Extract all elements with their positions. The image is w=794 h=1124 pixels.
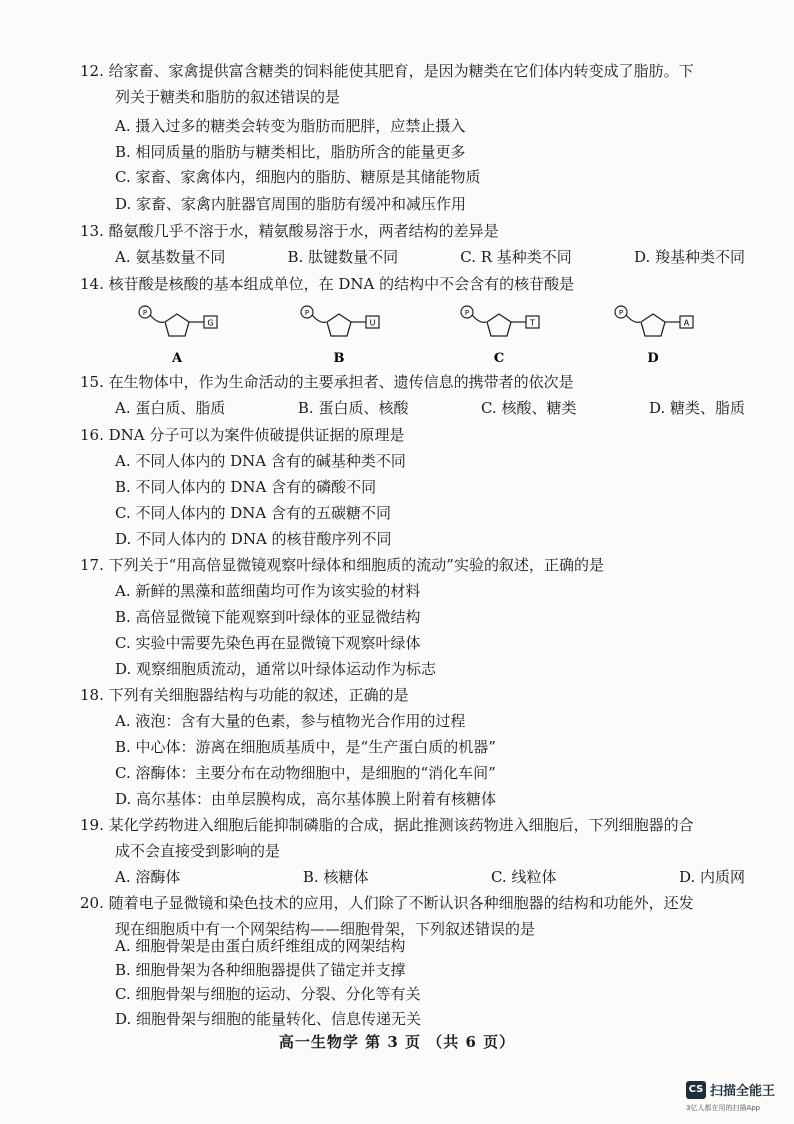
phosphate-label-d: P <box>618 309 624 317</box>
q15-stem: 15. 在生物体中，作为生命活动的主要承担者、遗传信息的携带者的依次是 <box>80 373 574 391</box>
q20-option-d: D. 细胞骨架与细胞的能量转化、信息传递无关 <box>115 1010 422 1028</box>
q20-option-b: B. 细胞骨架为各种细胞器提供了锚定并支撑 <box>115 961 406 979</box>
page-footer: 高一生物学 第 3 页 （共 6 页） <box>278 1033 516 1051</box>
q17-option-d: D. 观察细胞质流动，通常以叶绿体运动作为标志 <box>115 660 437 678</box>
q18-stem: 18. 下列有关细胞器结构与功能的叙述，正确的是 <box>80 686 409 704</box>
scanner-logo-icon: CS <box>686 1081 706 1099</box>
q12-option-a: A. 摄入过多的糖类会转变为脂肪而肥胖，应禁止摄入 <box>115 117 466 135</box>
phosphate-label-a: P <box>142 309 148 317</box>
q13-options <box>115 246 745 267</box>
q20-option-a: A. 细胞骨架是由蛋白质纤维组成的网架结构 <box>115 937 406 955</box>
nucleotide-a <box>139 306 217 366</box>
q13-option-a: A. 氨基数量不同 <box>115 248 226 266</box>
q18-option-a: A. 液泡：含有大量的色素，参与植物光合作用的过程 <box>115 712 466 730</box>
nucleotide-c <box>461 306 539 366</box>
q14-stem: 14. 核苷酸是核酸的基本组成单位，在 DNA 的结构中不会含有的核苷酸是 <box>80 275 575 293</box>
q15-option-c: C. 核酸、糖类 <box>480 399 577 417</box>
phosphate-label-c: P <box>464 309 470 317</box>
q19-option-b: B. 核糖体 <box>302 868 369 886</box>
q16-option-a: A. 不同人体内的 DNA 含有的碱基种类不同 <box>115 452 406 470</box>
q15-option-a: A. 蛋白质、脂质 <box>115 399 226 417</box>
base-label-a: G <box>207 318 214 328</box>
q12-option-d: D. 家畜、家禽内脏器官周围的脂肪有缓冲和减压作用 <box>115 195 467 213</box>
q13-option-d: D. 羧基种类不同 <box>633 248 745 266</box>
q16-option-c: C. 不同人体内的 DNA 含有的五碳糖不同 <box>115 504 392 522</box>
q19-option-a: A. 溶酶体 <box>115 868 181 886</box>
q13-stem: 13. 酪氨酸几乎不溶于水，精氨酸易溶于水，两者结构的差异是 <box>80 222 499 240</box>
q12-stem-line2: 列关于糖类和脂肪的叙述错误的是 <box>115 88 341 106</box>
base-label-c: T <box>530 318 535 328</box>
q19-stem-line1: 19. 某化学药物进入细胞后能抑制磷脂的合成，据此推测该药物进入细胞后，下列细胞器的合 <box>80 816 694 834</box>
nucleotide-b <box>301 306 379 366</box>
q16-option-d: D. 不同人体内的 DNA 的核苷酸序列不同 <box>115 530 392 548</box>
scanner-name: 扫描全能王 <box>710 1084 776 1099</box>
base-label-b: U <box>369 318 376 328</box>
scanner-tagline: 3亿人都在用的扫描App <box>686 1104 761 1112</box>
q15-option-d: D. 糖类、脂质 <box>648 399 745 417</box>
choice-label-a: A <box>171 351 183 366</box>
q20-stem-line2: 现在细胞质中有一个网架结构——细胞骨架，下列叙述错误的是 <box>115 920 536 938</box>
q16-stem: 16. DNA 分子可以为案件侦破提供证据的原理是 <box>80 426 405 444</box>
phosphate-label-b: P <box>304 309 310 317</box>
q19-options <box>115 866 745 887</box>
q17-option-b: B. 高倍显微镜下能观察到叶绿体的亚显微结构 <box>115 608 421 626</box>
q12-option-c: C. 家畜、家禽体内，细胞内的脂肪、糖原是其储能物质 <box>115 168 481 186</box>
q17-stem: 17. 下列关于“用高倍显微镜观察叶绿体和细胞质的流动”实验的叙述，正确的是 <box>80 556 604 574</box>
nucleotide-d <box>615 306 693 366</box>
q20-stem-line1: 20. 随着电子显微镜和染色技术的应用，人们除了不断认识各种细胞器的结构和功能外，还发 <box>80 894 694 912</box>
q18-option-b: B. 中心体：游离在细胞质基质中，是“生产蛋白质的机器” <box>115 738 496 756</box>
q19-stem-line2: 成不会直接受到影响的是 <box>115 842 281 860</box>
nucleotide-diagrams <box>130 300 710 370</box>
q15-option-b: B. 蛋白质、核酸 <box>297 399 409 417</box>
scanner-badge <box>686 1080 776 1112</box>
q18-option-c: C. 溶酶体：主要分布在动物细胞中，是细胞的“消化车间” <box>115 764 496 782</box>
q20-option-c: C. 细胞骨架与细胞的运动、分裂、分化等有关 <box>115 985 421 1003</box>
choice-label-d: D <box>647 351 659 366</box>
q19-option-c: C. 线粒体 <box>490 868 557 886</box>
q15-options <box>115 397 745 418</box>
choice-label-b: B <box>333 351 345 366</box>
q19-option-d: D. 内质网 <box>678 868 745 886</box>
q13-option-b: B. 肽键数量不同 <box>287 248 399 266</box>
q13-option-c: C. R 基种类不同 <box>460 248 572 266</box>
q16-option-b: B. 不同人体内的 DNA 含有的磷酸不同 <box>115 478 377 496</box>
choice-label-c: C <box>493 351 505 366</box>
base-label-d: A <box>683 318 690 328</box>
q12-option-b: B. 相同质量的脂肪与糖类相比，脂肪所含的能量更多 <box>115 143 466 161</box>
q12-stem-line1: 12. 给家畜、家禽提供富含糖类的饲料能使其肥育，是因为糖类在它们体内转变成了脂肪。下 <box>80 62 694 80</box>
q18-option-d: D. 高尔基体：由单层膜构成，高尔基体膜上附着有核糖体 <box>115 790 497 808</box>
q17-option-c: C. 实验中需要先染色再在显微镜下观察叶绿体 <box>115 634 421 652</box>
q17-option-a: A. 新鲜的黑藻和蓝细菌均可作为该实验的材料 <box>115 582 421 600</box>
